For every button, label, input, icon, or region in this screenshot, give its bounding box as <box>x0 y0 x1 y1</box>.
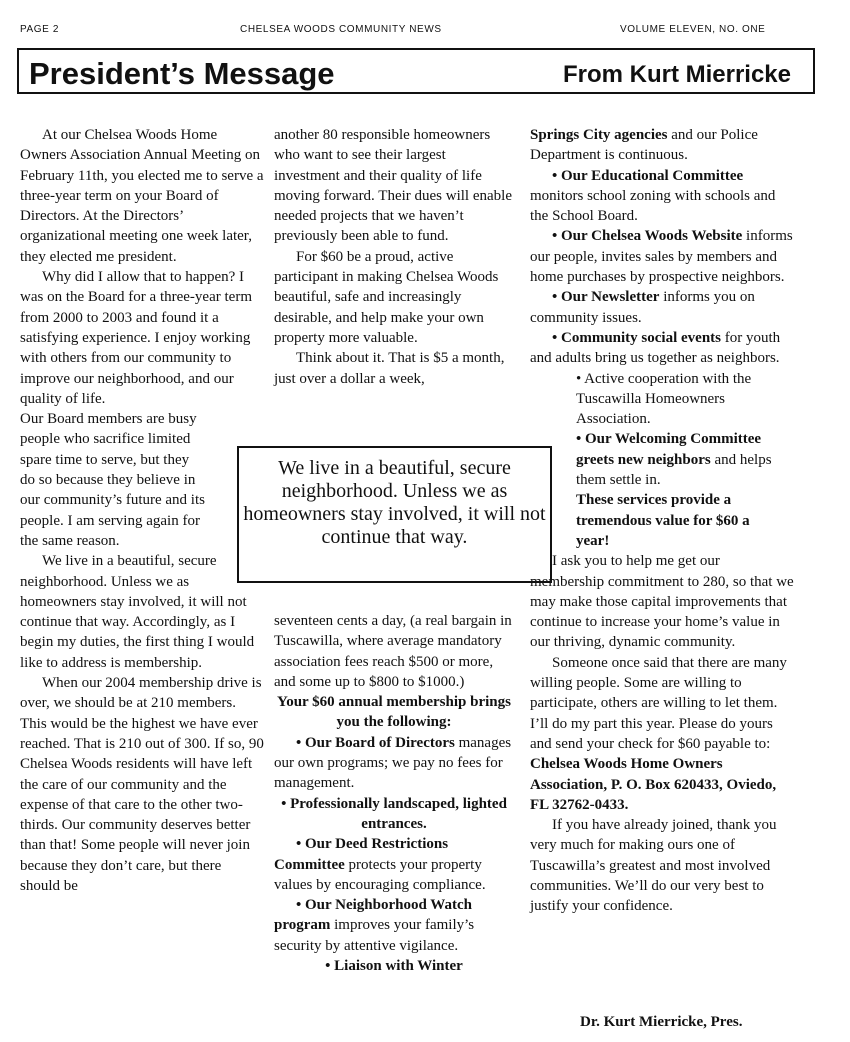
column-2-bottom <box>274 611 514 976</box>
benefit-item: • Community social events for youth and adults bring us together as neighbors. <box>530 329 781 367</box>
benefit-item: Springs City agencies and our Police Department is continuous. <box>530 127 758 164</box>
paragraph: Think about it. That is $5 a month, just over a dollar a week, <box>274 350 505 387</box>
benefit-item: • Our Educational Committee monitors school zoning with schools and the School Board. <box>530 167 776 225</box>
newsletter-name: CHELSEA WOODS COMMUNITY NEWS <box>240 24 442 35</box>
byline: From Kurt Mierricke <box>562 61 791 88</box>
pull-quote: We live in a beautiful, secure neighborhood. Unless we as homeowners stay involved, it will not continue that way. <box>237 446 552 583</box>
benefit-item: • Our Chelsea Woods Website informs our people, invites sales by members and home purchases by prospective neighbors. <box>530 228 793 286</box>
benefit-item: • Our Welcoming Committee greets new neighbors and helps them settle in. <box>576 431 772 489</box>
paragraph: For $60 be a proud, active participant in making Chelsea Woods beautiful, safe and increasingly desirable, and help make your own property more valuable. <box>274 248 499 346</box>
page-title: President’s Message <box>29 56 335 91</box>
benefit-item: • Professionally landscaped, lighted entrances. <box>281 795 507 832</box>
paragraph: Someone once said that there are many willing people. Some are willing to participate, others are willing to let them. I’ll do my part this year. Please do yours and send your check for $60 payable to: Chelsea Woods Home Owners Association, P. O. Box 620433, Oviedo, FL 32762-0433. <box>530 654 787 813</box>
benefit-item: • Our Neighborhood Watch program improves your family’s security by attentive vigilance. <box>274 897 475 954</box>
benefit-item: • Our Newsletter informs you on community issues. <box>530 289 755 326</box>
paragraph: I ask you to help me get our membership commitment to 280, so that we may make those capital improvements that continue to increase your home’s value in our thriving, dynamic community. <box>530 553 794 651</box>
benefit-item: • Our Board of Directors manages our own programs; we pay no fees for management. <box>274 734 512 792</box>
signature: Dr. Kurt Mierricke, Pres. <box>580 1014 743 1030</box>
column-3 <box>530 125 795 917</box>
volume-issue: VOLUME ELEVEN, NO. ONE <box>620 24 766 35</box>
paragraph: another 80 responsible homeowners who want to see their largest investment and their quality of life moving forward. Their dues will enable needed projects that we haven’t previously been able to fund. <box>274 127 512 245</box>
paragraph: Why did I allow that to happen? I was on the Board for a three-year term from 2000 to 2003 and found it a satisfying experience. I enjoy working with others from our community to improve our neighborhood, and our quality of life. <box>20 269 252 407</box>
paragraph: Our Board members are busy people who sacrifice limited spare time to serve, but they do so because they believe in our community’s future and its people. I am serving again for the same reason. <box>20 411 205 549</box>
column-2-top <box>274 125 514 389</box>
title-banner <box>17 48 815 94</box>
paragraph: We live in a beautiful, secure neighborhood. Unless we as homeowners stay involved, it will not continue that way. Accordingly, as I begin my duties, the first thing I would like to address is membership. <box>20 553 255 671</box>
paragraph: If you have already joined, thank you very much for making ours one of Tuscawilla’s greatest and most involved communities. We’ll do our very best to justify your confidence. <box>530 817 777 915</box>
paragraph: When our 2004 membership drive is over, we should be at 210 members. This would be the highest we have ever reached. That is 210 out of 300. If so, 90 Chelsea Woods residents will have left the care of our community and the expense of that care to the other two-thirds. Our community deserves better than that! Some people will never join because they don’t care, but there should be <box>20 675 264 894</box>
benefit-item: • Active cooperation with the Tuscawilla Homeowners Association. <box>576 370 752 428</box>
paragraph: At our Chelsea Woods Home Owners Association Annual Meeting on February 11th, you elected me to serve a three-year term on your Board of Directors. At the Directors’ organizational meeting one week later, they elected me president. <box>20 127 264 265</box>
value-statement: These services provide a tremendous value for $60 a year! <box>576 492 750 549</box>
benefit-item: • Our Deed Restrictions Committee protects your property values by encouraging compliance. <box>274 836 486 893</box>
column-1 <box>20 125 265 896</box>
page-number: PAGE 2 <box>20 24 59 35</box>
benefit-item: • Liaison with Winter <box>325 958 463 975</box>
benefits-lead: Your $60 annual membership brings you the following: <box>277 694 511 731</box>
paragraph: seventeen cents a day, (a real bargain in Tuscawilla, where average mandatory association fees reach $500 or more, and some up to $800 to $1000.) <box>274 613 512 690</box>
